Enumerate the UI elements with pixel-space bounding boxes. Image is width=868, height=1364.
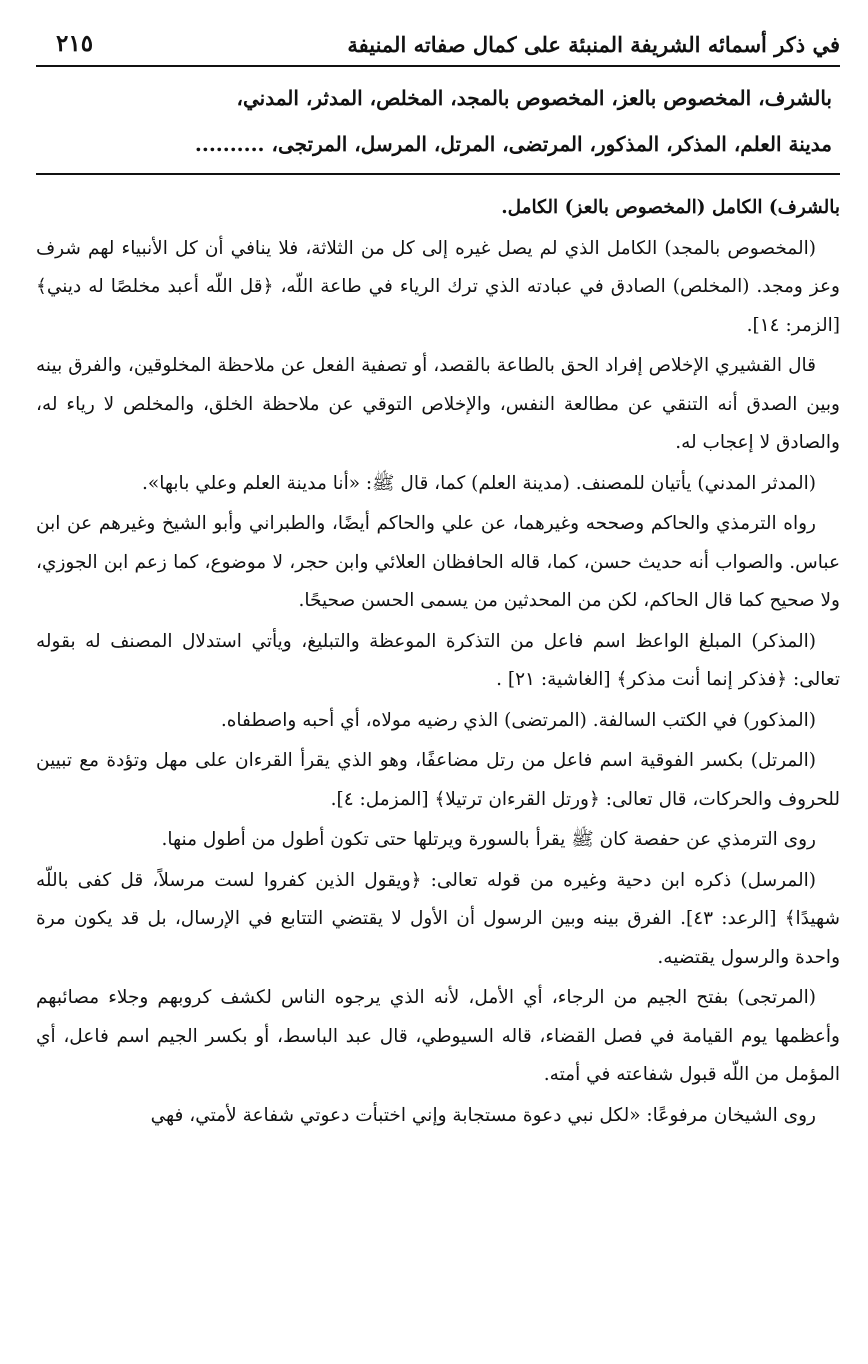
commentary-paragraph: بالشرف) الكامل (المخصوص بالعز) الكامل. — [501, 197, 840, 218]
commentary-paragraph: (المخصوص بالمجد) الكامل الذي لم يصل غيره إلى كل من الثلاثة، فلا ينافي أن كل الأنبياء لهم شرف وعز ومجد. (المخلص) الصادق في عبادته الذي ترك الرياء في طاعة اللّه، ﴿قل اللّه أعبد مخلصًا له ديني﴾ [الزمر: ١٤]. — [36, 237, 840, 336]
running-title: في ذكر أسمائه الشريفة المنبئة على كمال صفاته المنيفة — [347, 32, 840, 57]
commentary-block — [36, 175, 840, 1135]
matn-line: مدينة العلم، المذكر، المذكور، المرتضى، المرتل، المرسل، المرتجى، .......... — [194, 132, 832, 156]
commentary-paragraph: (المذكور) في الكتب السالفة. (المرتضى) الذي رضيه مولاه، أي أحبه واصطفاه. — [220, 709, 816, 731]
page-number: ٢١٥ — [56, 30, 94, 57]
commentary-paragraph: (المرسل) ذكره ابن دحية وغيره من قوله تعالى: ﴿ويقول الذين كفروا لست مرسلاً، قل كفى باللّه شهيدًا﴾ [الرعد: ٤٣]. الفرق بينه وبين الرسول أن الأول لا يقتضي التتابع في الإرسال، بل قد يكون مرة واحدة والرسول يقتضيه. — [36, 869, 840, 968]
commentary-paragraph: روى الشيخان مرفوعًا: «لكل نبي دعوة مستجابة وإني اختبأت دعوتي شفاعة لأمتي، فهي — [150, 1104, 816, 1126]
running-header — [36, 30, 840, 67]
matn-line: بالشرف، المخصوص بالعز، المخصوص بالمجد، المخلص، المدثر، المدني، — [236, 86, 832, 110]
commentary-paragraph: (المرتجى) بفتح الجيم من الرجاء، أي الأمل، لأنه الذي يرجوه الناس لكشف كروبهم وجلاء مصائبهم وأعظمها يوم القيامة في فصل القضاء، قاله السيوطي، قال عبد الباسط، أو بكسر الجيم اسم فاعل، أي المؤمل من اللّه قبول شفاعته في أمته. — [36, 987, 840, 1085]
commentary-paragraph: (المرتل) بكسر الفوقية اسم فاعل من رتل مضاعفًا، وهو الذي يقرأ القرءان على مهل وتؤدة مع تبيين للحروف والحركات، قال تعالى: ﴿ورتل القرءان ترتيلا﴾ [المزمل: ٤]. — [36, 750, 840, 810]
commentary-paragraph: روى الترمذي عن حفصة كان ﷺ يقرأ بالسورة ويرتلها حتى تكون أطول من أطول منها. — [161, 829, 816, 850]
commentary-paragraph: (المدثر المدني) يأتيان للمصنف. (مدينة العلم) كما، قال ﷺ: «أنا مدينة العلم وعلي بابها». — [142, 472, 816, 494]
commentary-paragraph: (المذكر) المبلغ الواعظ اسم فاعل من التذكرة الموعظة والتبليغ، ويأتي استدلال المصنف له بقوله تعالى: ﴿فذكر إنما أنت مذكر﴾ [الغاشية: ٢١] . — [36, 630, 840, 690]
matn-block — [36, 67, 840, 175]
commentary-paragraph: قال القشيري الإخلاص إفراد الحق بالطاعة بالقصد، أو تصفية الفعل عن ملاحظة المخلوقين، والفرق بينه وبين الصدق أنه التنقي عن مطالعة النفس، والإخلاص التوقي عن ملاحظة الخلق، والمخلص لا رياء له، والصادق لا إعجاب له. — [36, 355, 840, 453]
commentary-paragraph: رواه الترمذي والحاكم وصححه وغيرهما، عن علي والحاكم أيضًا، والطبراني وأبو الشيخ وغيرهم عن ابن عباس. والصواب أنه حديث حسن، كما، قاله الحافظان العلائي وابن حجر، لا موضوع، كما زعم ابن الجوزي، ولا صحيح كما قال الحاكم، لكن من المحدثين من يسمى الحسن صحيحًا. — [36, 513, 840, 611]
